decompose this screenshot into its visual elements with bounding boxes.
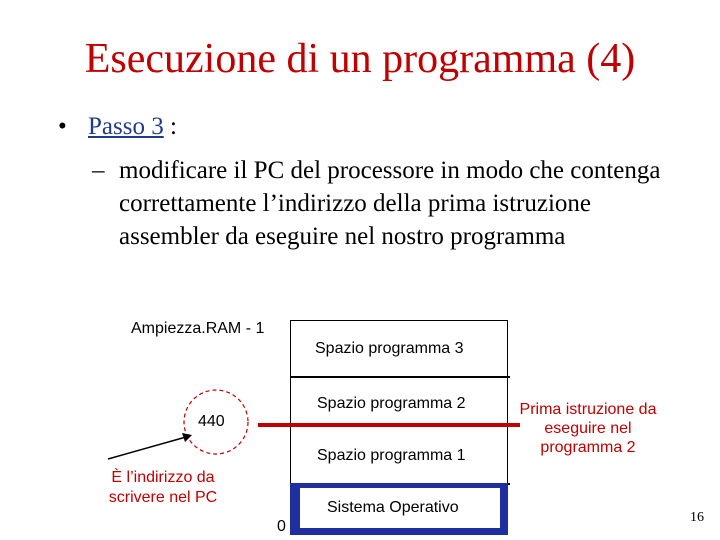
page-number: 16 xyxy=(690,510,704,525)
region-label-2: Spazio programma 2 xyxy=(317,395,466,412)
sub-bullet-dash: – xyxy=(92,157,105,184)
zero-address-label: 0 xyxy=(277,518,286,535)
first-instruction-note: Prima istruzione da eseguire nel programma 2 xyxy=(519,401,657,456)
slide-title: Esecuzione di un programma (4) xyxy=(84,36,636,82)
pointer-arrow-line xyxy=(108,437,186,459)
region-label-3: Spazio programma 3 xyxy=(315,340,464,357)
region-label-os: Sistema Operativo xyxy=(327,499,459,516)
sub-bullet-text: modificare il PC del processore in modo che contenga correttamente l’indirizzo della prima istruzione assembler da eseguire nel nostro programma xyxy=(119,157,661,250)
address-label: 440 xyxy=(198,413,225,430)
bullet-marker: • xyxy=(58,113,67,140)
region-label-1: Spazio programma 1 xyxy=(317,447,466,464)
pc-address-note: È l’indirizzo da scrivere nel PC xyxy=(108,469,218,506)
bullet-link[interactable]: Passo 3 xyxy=(88,113,164,140)
top-address-label: Ampiezza.RAM - 1 xyxy=(131,320,265,337)
bullet-suffix: : xyxy=(163,113,177,140)
